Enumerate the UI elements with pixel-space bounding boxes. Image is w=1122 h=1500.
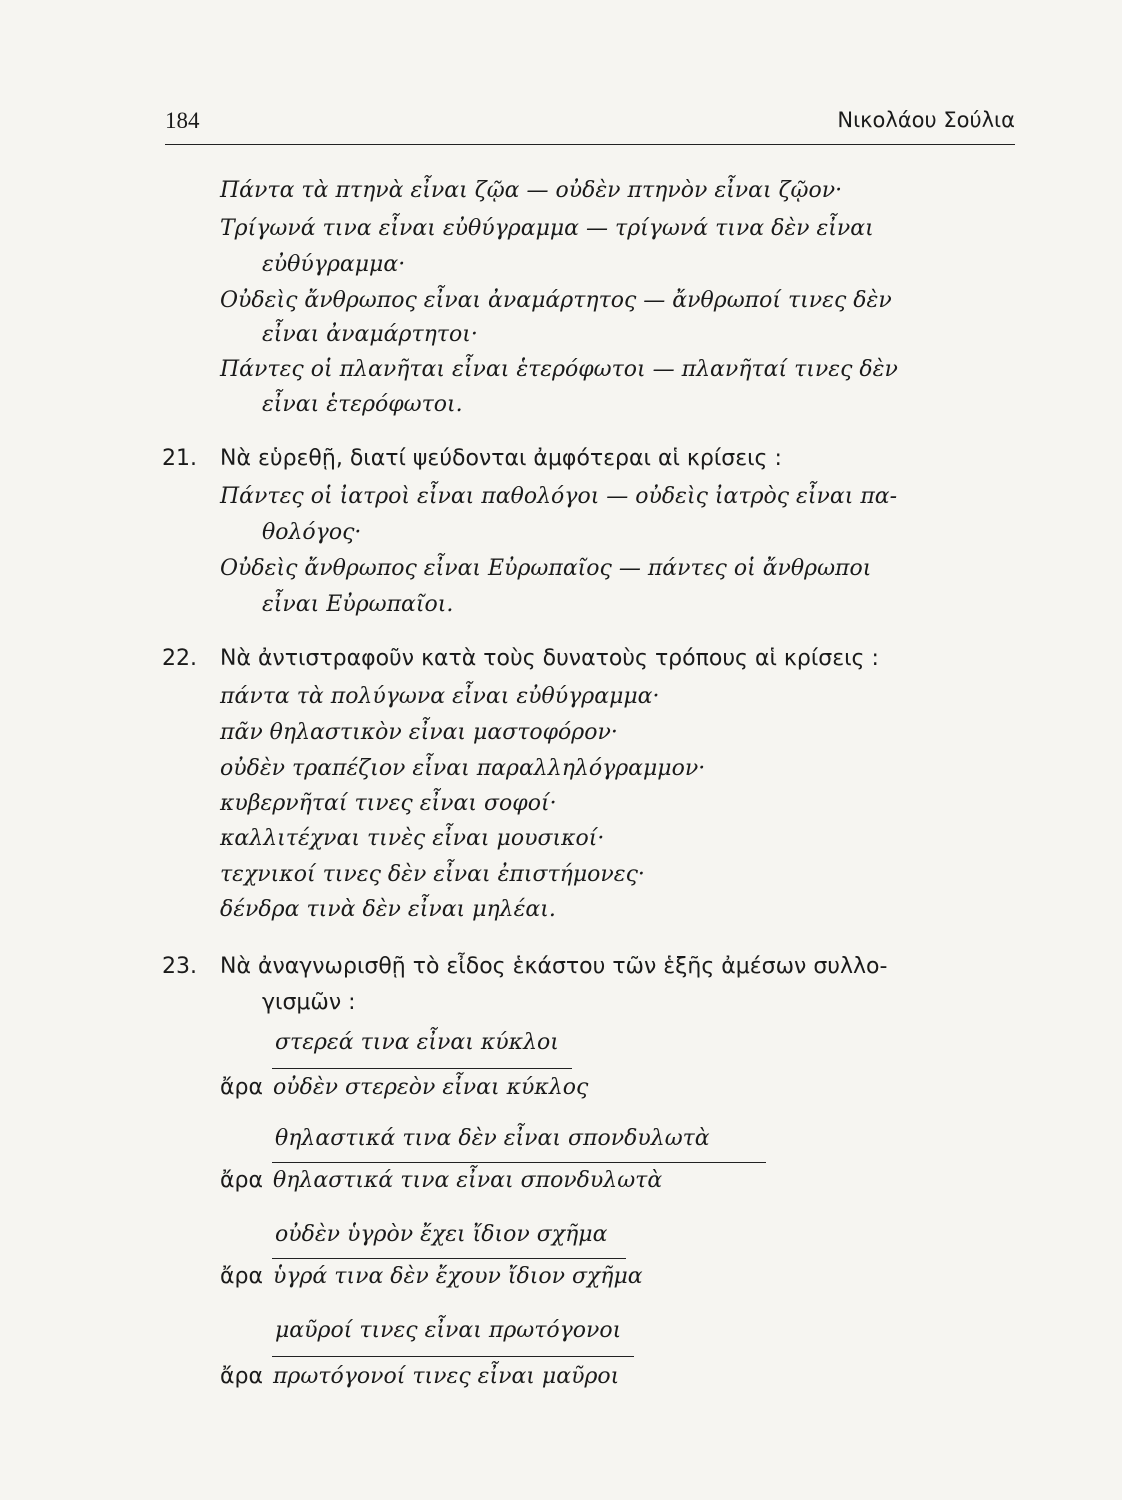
exercise-title: Νὰ ἀναγνωρισθῇ τὸ εἶδος ἑκάστου τῶν ἑξῆς ἀμέσων συλλο- [220,954,888,979]
syllogism-conclusion [220,1364,619,1389]
text-line: οὐδὲν τραπέζιον εἶναι παραλληλόγραμμον· [220,756,706,781]
syllogism-conclusion [220,1168,662,1193]
text-line: πάντα τὰ πολύγωνα εἶναι εὐθύγραμμα· [220,684,660,709]
text-line: εἶναι Εὐρωπαῖοι. [262,592,454,617]
ara-label: ἄρα [220,1075,263,1100]
page-header [165,108,1015,145]
exercise-title: Νὰ ἀντιστραφοῦν κατὰ τοὺς δυνατοὺς τρόπους αἱ κρίσεις : [220,646,879,671]
ara-label: ἄρα [220,1264,263,1289]
text-line: Τρίγωνά τινα εἶναι εὐθύγραμμα — τρίγωνά τινα δὲν εἶναι [220,216,874,241]
text-line: Οὐδεὶς ἄνθρωπος εἶναι ἀναμάρτητος — ἄνθρωποί τινες δὲν [220,288,892,313]
text-line: εἶναι ἀναμάρτητοι· [262,322,478,347]
conclusion-text: ὑγρά τινα δὲν ἔχουν ἴδιον σχῆμα [272,1264,643,1289]
page-number: 184 [165,108,200,133]
text-line: Πάντες οἱ ἰατροὶ εἶναι παθολόγοι — οὐδεὶς ἰατρὸς εἶναι πα- [220,484,898,509]
syllogism-premise: οὐδὲν ὑγρὸν ἔχει ἴδιον σχῆμα [275,1222,608,1247]
text-line: Οὐδεὶς ἄνθρωπος εἶναι Εὐρωπαῖος — πάντες οἱ ἄνθρωποι [220,556,872,581]
text-line: Πάντες οἱ πλανῆται εἶναι ἑτερόφωτοι — πλανῆταί τινες δὲν [220,357,898,382]
conclusion-text: οὐδὲν στερεὸν εἶναι κύκλος [272,1075,589,1100]
running-head: Νικολάου Σούλια [837,108,1015,132]
exercise-number: 23. [162,954,197,979]
exercise-number: 22. [162,646,197,671]
ara-label: ἄρα [220,1364,263,1389]
text-line: θολόγος· [262,520,362,545]
syllogism-premise: μαῦροί τινες εἶναι πρωτόγονοι [275,1318,622,1343]
text-line: κυβερνῆταί τινες εἶναι σοφοί· [220,791,557,816]
conclusion-text: πρωτόγονοί τινες εἶναι μαῦροι [272,1364,620,1389]
syllogism-conclusion [220,1264,643,1289]
syllogism-premise: θηλαστικά τινα δὲν εἶναι σπονδυλωτὰ [275,1126,710,1151]
text-line: τεχνικοί τινες δὲν εἶναι ἐπιστήμονες· [220,862,645,887]
exercise-number: 21. [162,446,197,471]
inference-line [272,1356,634,1357]
text-line: καλλιτέχναι τινὲς εἶναι μουσικοί· [220,826,605,851]
text-line: πᾶν θηλαστικὸν εἶναι μαστοφόρον· [220,720,618,745]
text-line: εὐθύγραμμα· [262,252,406,277]
ara-label: ἄρα [220,1168,263,1193]
conclusion-text: θηλαστικά τινα εἶναι σπονδυλωτὰ [272,1168,663,1193]
text-line: εἶναι ἑτερόφωτοι. [262,392,463,417]
text-line: δένδρα τινὰ δὲν εἶναι μηλέαι. [220,897,556,922]
exercise-title: Νὰ εὑρεθῇ, διατί ψεύδονται ἀμφότεραι αἱ κρίσεις : [220,446,782,471]
syllogism-conclusion [220,1075,588,1100]
inference-line [272,1068,572,1069]
exercise-title-continued: γισμῶν : [262,990,356,1015]
inference-line [272,1258,626,1259]
syllogism-premise: στερεά τινα εἶναι κύκλοι [275,1030,559,1055]
text-line: Πάντα τὰ πτηνὰ εἶναι ζῷα — οὐδὲν πτηνὸν εἶναι ζῷον· [220,178,843,203]
inference-line [272,1162,766,1163]
